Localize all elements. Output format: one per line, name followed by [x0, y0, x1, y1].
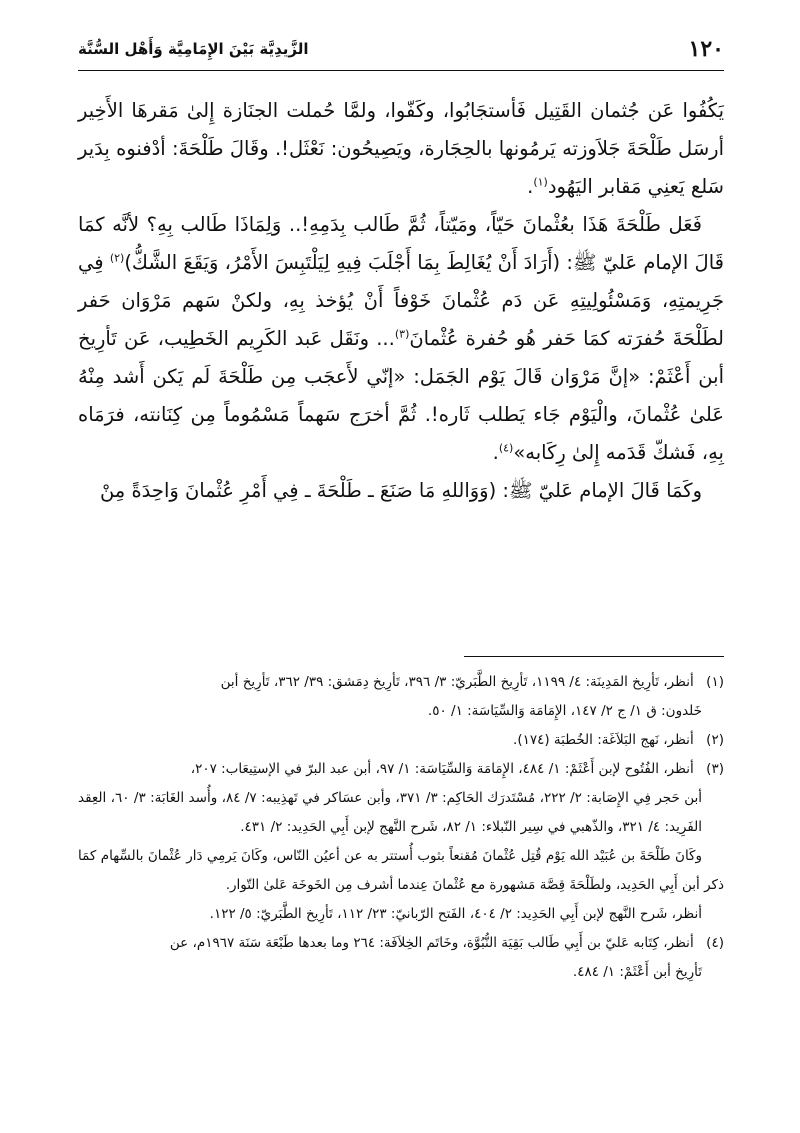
footnote-4 — [78, 929, 724, 958]
footnote-1-continued: خَلدون: ق ١/ ج ٢/ ١٤٧، الإِمَامَة وَالسِّيَاسَة: ١/ ٥٠. — [427, 703, 702, 719]
page-number: ١٢٠ — [688, 36, 724, 62]
footnote-text: أنظر، نَهج البَلاَغَة: الخُطبَة (١٧٤). — [513, 732, 694, 748]
paragraph-2 — [78, 206, 724, 472]
footnote-2 — [78, 726, 724, 755]
paragraph-3 — [78, 472, 724, 510]
paragraph-1 — [78, 92, 724, 206]
footnote-number: (١) — [706, 674, 724, 690]
footnote-3-continued: أبن حَجر فِي الإِصَابة: ٢/ ٢٢٢، مُسْتَدرَك الحَاكِم: ٣/ ٣٧١، وأبن عسَاكر في تَهذِيبه: ٧/ ٨٤، وأُسد الغَابَة: ٣/ ٦٠، العِقد الفَرِيد: ٤/ ٣٢١، والذّهبي في سِير النّبلاء: ١/ ٨٢، شَرح النَّهج لإبن أَبِي الحَدِيد: ٢/ ٤٣١. — [78, 790, 703, 835]
footnote-text: أنظر، الفُتُوح لإبن أَعْثَمْ: ١/ ٤٨٤، الإِمَامَة وَالسِّيَاسَة: ١/ ٩٧، أبن عبد البرّ في الإستِيعَاب: ٢٠٧، — [190, 761, 694, 777]
running-title: الزَّيدِيَّة بَيْنَ الإِمَامِيَّة وَأَهْل السُّنَّة — [78, 40, 309, 58]
footnote-ref-1: (١) — [533, 175, 548, 189]
footnote-number: (٤) — [706, 935, 724, 951]
footnote-4-continued: تَأرِيخ أبن أَعْثَمْ: ١/ ٤٨٤. — [572, 964, 702, 980]
footnote-3-remark: وكَانَ طَلْحَةَ بن عُبَيْد الله يَوْم قُتِل عُثْمانَ مُقنعاً بثوب أُستتر به عن أعيُن النّاس، وكَانَ يَرمِي دَار عُثْمانَ بالسِّهام كمَا ذكر أبن أَبِي الحَدِيد، ولطَلْحَةَ قِصَّة مَشهورة مع عُثْمانَ عِندما أشرف مِن الخَوخَة عَلىٰ التّوار. — [78, 848, 724, 893]
paragraph-2-text-c: ... ونَقَل عَبد الكَرِيم الخَطِيب، عَن تَأرِيخ أبن أَعْثَمْ: «إنَّ مَرْوَان قَالَ يَوْم الجَمَل: «إنّي لأَعجَب مِن طَلْحَةَ لَم يَكن أَشد مِنْهُ عَلىٰ عُثْمانَ، والْيَوْم جَاء يَطلب ثَاره!. ثُمَّ أخرَج سَهماً مَسْمُوماً مِن كِنَانته، فرَمَاه بِهِ، فَشكّ قَدَمه إِلىٰ رِكَابه» — [78, 327, 724, 464]
paragraph-2-text-b: فِي جَرِيمتِهِ، وَمَسْئُولِيتِهِ عَن دَم عُثْمانَ خَوْفاً أَنْ يُؤخذ بِهِ، ولكنْ سَهم مَرْوَان حَفر لطَلْحَةَ حُفرَته كمَا حَفر هُو حُفرة عُثْمانَ — [78, 251, 725, 350]
footnote-ref-3: (٣) — [394, 327, 410, 341]
footnote-1 — [78, 668, 724, 697]
footnotes — [78, 668, 724, 987]
footnote-text: أنظر، كِتَابه عَليّ بن أَبِي طَالب بَقِيَة النُّبُوَّة، وخَاتَم الخِلاَفَة: ٢٦٤ وما بعدها طَبْعَة سَنَة ١٩٦٧م، عن — [169, 935, 694, 951]
paragraph-1-end: . — [527, 175, 534, 198]
page-header — [78, 35, 724, 65]
footnote-divider — [464, 656, 724, 657]
footnote-text: أنظر، تَأرِيخ المَدِينَة: ٤/ ١١٩٩، تَأرِيخ الطَّبَريّ: ٣/ ٣٩٦، تَأرِيخ دِمَشق: ٣٩/ ٣٦٢، تَأرِيخ أبن — [220, 674, 694, 690]
footnote-ref-4: (٤) — [498, 441, 514, 455]
header-divider — [78, 70, 724, 71]
footnote-ref-2: (٢) — [109, 251, 125, 265]
main-text — [78, 92, 724, 510]
footnote-number: (٢) — [706, 732, 724, 748]
paragraph-2-end: . — [492, 441, 499, 464]
paragraph-3-text: وكَمَا قَالَ الإمام عَليّ ﷺ: (وَوَاللهِ مَا صَنَعَ ـ طَلْحَةَ ـ فِي أَمْرِ عُثْمانَ وَاحِدَةً مِنْ — [99, 479, 702, 502]
paragraph-1-text: يَكُفُوا عَن جُثمان القَتِيل فَأستجَابُوا، وكَفّوا، ولمَّا حُملت الجنَازة إِلىٰ مَقرهَا الأَخِير أرسَل طَلْحَةَ جَلاَوزته يَرمُونها بالحِجَارة، ويَصِيحُون: نَعْثَل!. وقَالَ طَلْحَةَ: أدْفنوه بِدَير سَلع يَعنِي مَقابر اليَهُود — [78, 99, 724, 198]
footnote-number: (٣) — [706, 761, 724, 777]
paragraph-2-text-a: فَعَل طَلْحَةَ هَذَا بعُثْمانَ حَيّاً، ومَيّتاً، ثُمَّ طَالب بِدَمِهِ!.. وَلِمَاذَا طَالب بِهِ؟ لأنَّه كمَا قَالَ الإمام عَليّ ﷺ: (أَرَادَ أَنْ يُغَالِطَ بِمَا أَجْلَبَ فِيهِ لِيَلْتَبِسَ الأَمْرُ، وَيَقَعَ الشَّكُّ) — [78, 213, 724, 274]
footnote-3 — [78, 755, 724, 784]
footnote-3-sources: أنظر، شَرح النَّهج لإبن أَبِي الحَدِيد: ٢/ ٤٠٤، الفَتح الرّبانيّ: ٢٣/ ١١٢، تَأرِيخ الطَّبَريّ: ٥/ ١٢٢. — [209, 906, 702, 922]
